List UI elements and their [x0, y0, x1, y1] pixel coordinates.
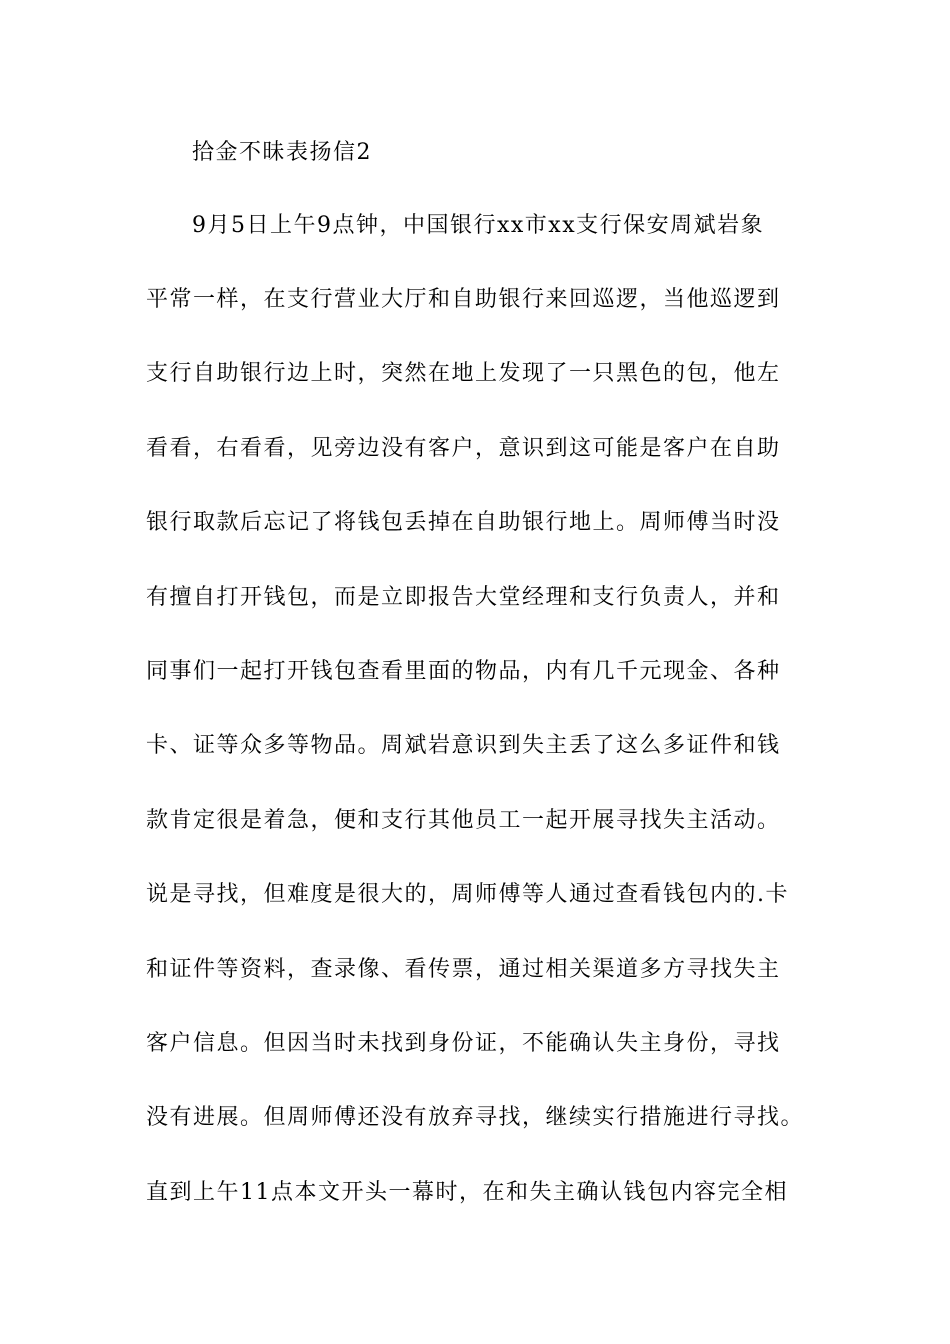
- paragraph-line-5: 银行取款后忘记了将钱包丢掉在自助银行地上。周师傅当时没: [146, 510, 781, 535]
- paragraph-line-8: 卡、证等众多等物品。周斌岩意识到失主丢了这么多证件和钱: [146, 733, 781, 758]
- paragraph-line-7: 同事们一起打开钱包查看里面的物品，内有几千元现金、各种: [146, 659, 781, 684]
- paragraph-line-12: 客户信息。但因当时未找到身份证，不能确认失主身份，寻找: [146, 1031, 781, 1056]
- paragraph-line-14: 直到上午11点本文开头一幕时，在和失主确认钱包内容完全相: [146, 1180, 788, 1205]
- paragraph-line-2: 平常一样，在支行营业大厅和自助银行来回巡逻，当他巡逻到: [146, 287, 781, 312]
- paragraph-line-11: 和证件等资料，查录像、看传票，通过相关渠道多方寻找失主: [146, 957, 781, 982]
- paragraph-line-13: 没有进展。但周师傅还没有放弃寻找，继续实行措施进行寻找。: [146, 1105, 805, 1130]
- paragraph-line-4: 看看，右看看，见旁边没有客户，意识到这可能是客户在自助: [146, 436, 781, 461]
- paragraph-line-3: 支行自助银行边上时，突然在地上发现了一只黑色的包，他左: [146, 361, 781, 386]
- document-title: 拾金不昧表扬信2: [192, 140, 372, 165]
- paragraph-line-10: 说是寻找，但难度是很大的，周师傅等人通过查看钱包内的.卡: [146, 882, 789, 907]
- paragraph-line-6: 有擅自打开钱包，而是立即报告大堂经理和支行负责人，并和: [146, 585, 781, 610]
- paragraph-line-9: 款肯定很是着急，便和支行其他员工一起开展寻找失主活动。: [146, 808, 781, 833]
- paragraph-line-1: 9月5日上午9点钟，中国银行xx市xx支行保安周斌岩象: [192, 213, 765, 238]
